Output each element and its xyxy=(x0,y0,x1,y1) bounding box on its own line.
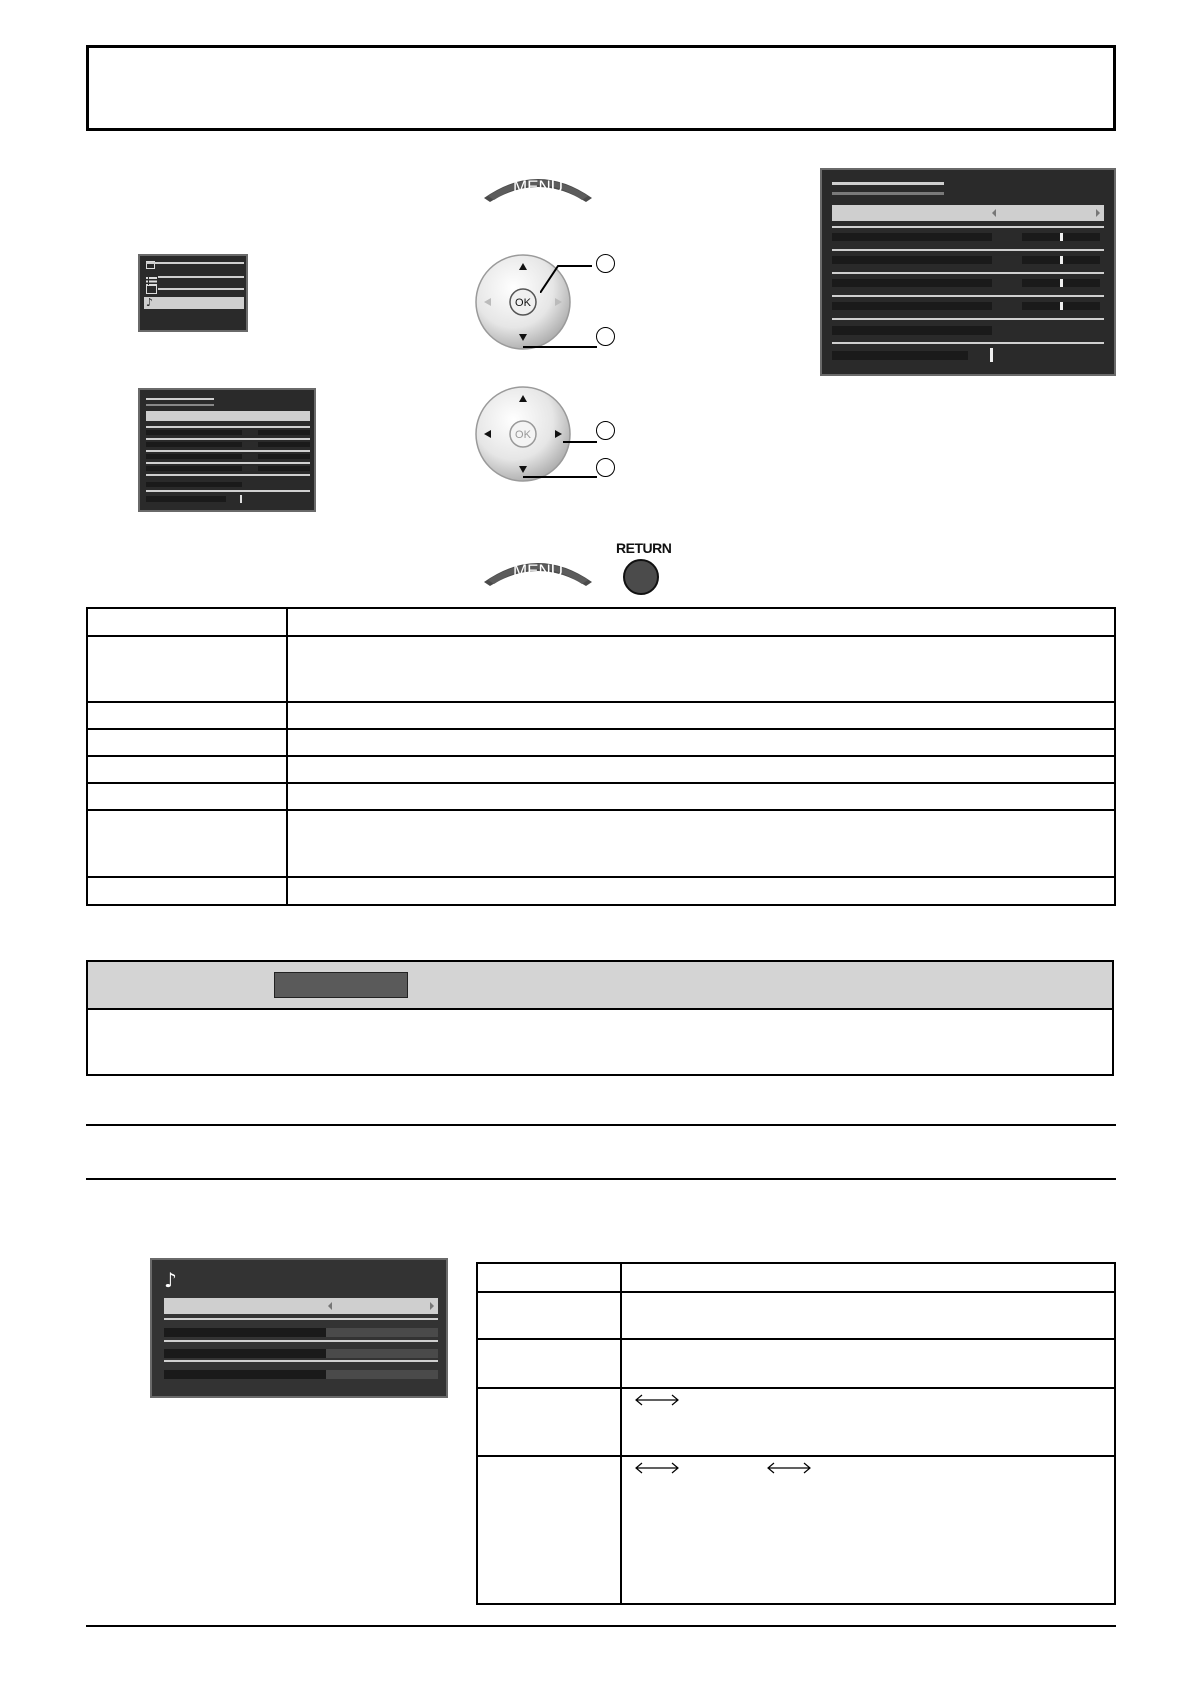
step-marker xyxy=(596,254,615,273)
table-row xyxy=(87,810,1115,877)
table-row xyxy=(87,783,1115,810)
main-menu-screen xyxy=(138,254,248,332)
return-label: RETURN xyxy=(616,540,672,556)
sound-icon: ♪ xyxy=(146,296,154,309)
double-arrow-icon xyxy=(634,1461,680,1473)
step-marker xyxy=(596,327,615,346)
step-marker xyxy=(596,421,615,440)
table-row xyxy=(477,1456,1115,1604)
svg-text:OK: OK xyxy=(515,429,531,441)
menu-button[interactable] xyxy=(482,552,594,586)
leader-line-ok xyxy=(540,263,596,293)
note-tag xyxy=(274,972,408,998)
sound-menu-item-highlight[interactable] xyxy=(144,297,244,309)
double-arrow-icon xyxy=(634,1393,680,1405)
table-row xyxy=(87,608,1115,636)
leader-line-down xyxy=(523,466,597,470)
options-table xyxy=(476,1262,1116,1605)
table-row xyxy=(477,1339,1115,1388)
position-icon xyxy=(146,285,157,294)
svg-text:MENU: MENU xyxy=(512,177,564,196)
table-row xyxy=(477,1292,1115,1339)
svg-text:OK: OK xyxy=(515,297,531,309)
table-row xyxy=(87,702,1115,729)
step-marker xyxy=(596,458,615,477)
table-row xyxy=(87,877,1115,905)
double-arrow-icon xyxy=(766,1461,812,1473)
table-row xyxy=(477,1388,1115,1456)
highlight-row[interactable] xyxy=(146,411,310,421)
table-row xyxy=(87,636,1115,702)
svg-text:MENU: MENU xyxy=(512,561,564,580)
setup-icon xyxy=(146,273,157,282)
settings-table xyxy=(86,607,1116,906)
section-rule xyxy=(86,1178,1116,1180)
leader-line-down xyxy=(523,336,597,340)
sound-menu-screen-small xyxy=(138,388,316,512)
note-header xyxy=(88,962,1112,1010)
section-rule xyxy=(86,1124,1116,1126)
return-button[interactable] xyxy=(623,559,659,595)
table-row xyxy=(87,729,1115,756)
leader-line-right xyxy=(563,431,597,435)
sound-icon: ♪ xyxy=(164,1268,177,1292)
sound-menu-screen-bottom xyxy=(150,1258,448,1398)
note-box xyxy=(86,960,1114,1076)
table-row xyxy=(477,1263,1115,1292)
menu-button[interactable] xyxy=(482,168,594,202)
page-title-box xyxy=(86,45,1116,131)
footer-rule xyxy=(86,1625,1116,1627)
table-row xyxy=(87,756,1115,783)
highlight-row[interactable] xyxy=(832,205,1104,221)
sound-menu-screen-large xyxy=(820,168,1116,376)
highlight-row[interactable] xyxy=(164,1298,438,1314)
